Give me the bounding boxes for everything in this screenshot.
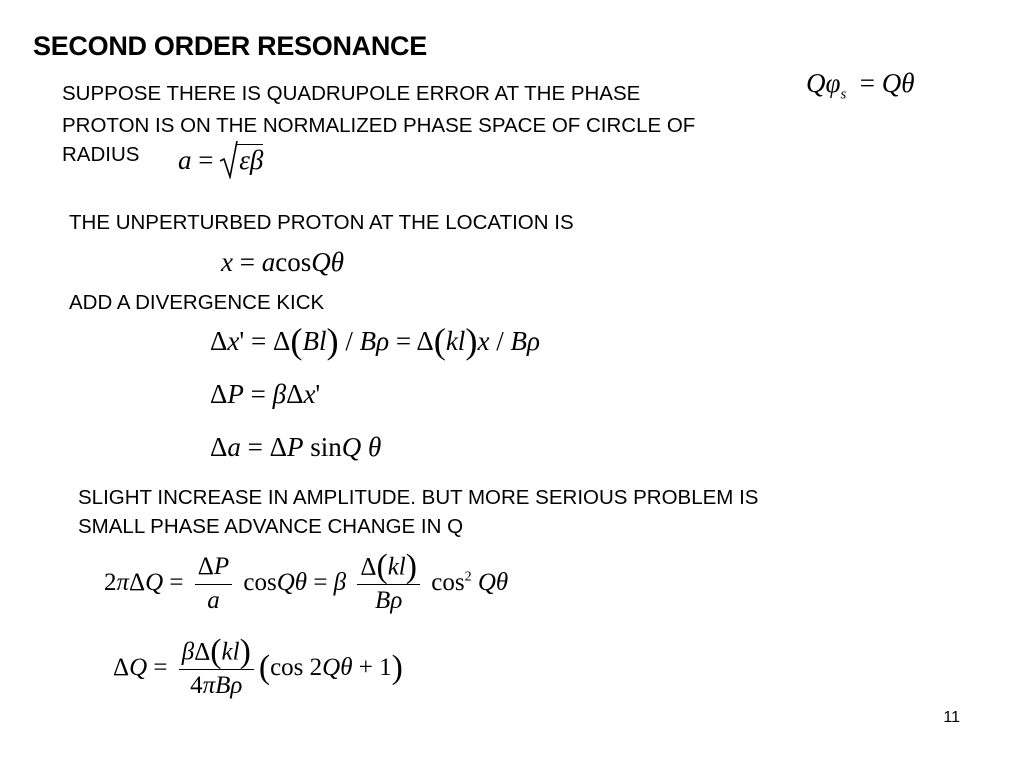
unperturbed-text: THE UNPERTURBED PROTON AT THE LOCATION IS: [69, 211, 574, 234]
intro-line-2: PROTON IS ON THE NORMALIZED PHASE SPACE OF CIRCLE OF: [62, 114, 696, 137]
slide-title: SECOND ORDER RESONANCE: [33, 31, 427, 61]
tune-shift-equation-1: 2πΔQ = $\frac{\Delta P}{a}$ cosQθ = β $\frac{\Delta(kl)}{B\rho}$ $\cos^2 Q\theta$: [104, 548, 509, 615]
page-number: 11: [943, 709, 960, 726]
intro-line-3: RADIUS: [62, 143, 140, 166]
radius-equation: a = εβ: [178, 145, 263, 176]
kick-dp-equation: ΔP = βΔx': [210, 379, 321, 409]
unperturbed-equation: x = acosQθ: [221, 247, 344, 277]
kick-dx-equation: Δx' = Δ(Bl) / Bρ = Δ(kl)x / Bρ: [210, 320, 540, 361]
kick-da-equation: Δa = ΔP sinQ θ: [210, 432, 382, 462]
phase-equation: $Q\varphi_s = Q\theta$: [806, 68, 915, 103]
tune-shift-equation-2: ΔQ = $\frac{\beta\Delta(kl)}{\text{4πBρ}}$ (cos 2Qθ + 1): [113, 633, 403, 700]
amplitude-line-2: SMALL PHASE ADVANCE CHANGE IN Q: [78, 515, 464, 538]
amplitude-line-1: SLIGHT INCREASE IN AMPLITUDE. BUT MORE SERIOUS PROBLEM IS: [78, 486, 759, 509]
intro-line-1: SUPPOSE THERE IS QUADRUPOLE ERROR AT THE PHASE: [62, 82, 641, 105]
kick-text: ADD A DIVERGENCE KICK: [69, 291, 325, 314]
